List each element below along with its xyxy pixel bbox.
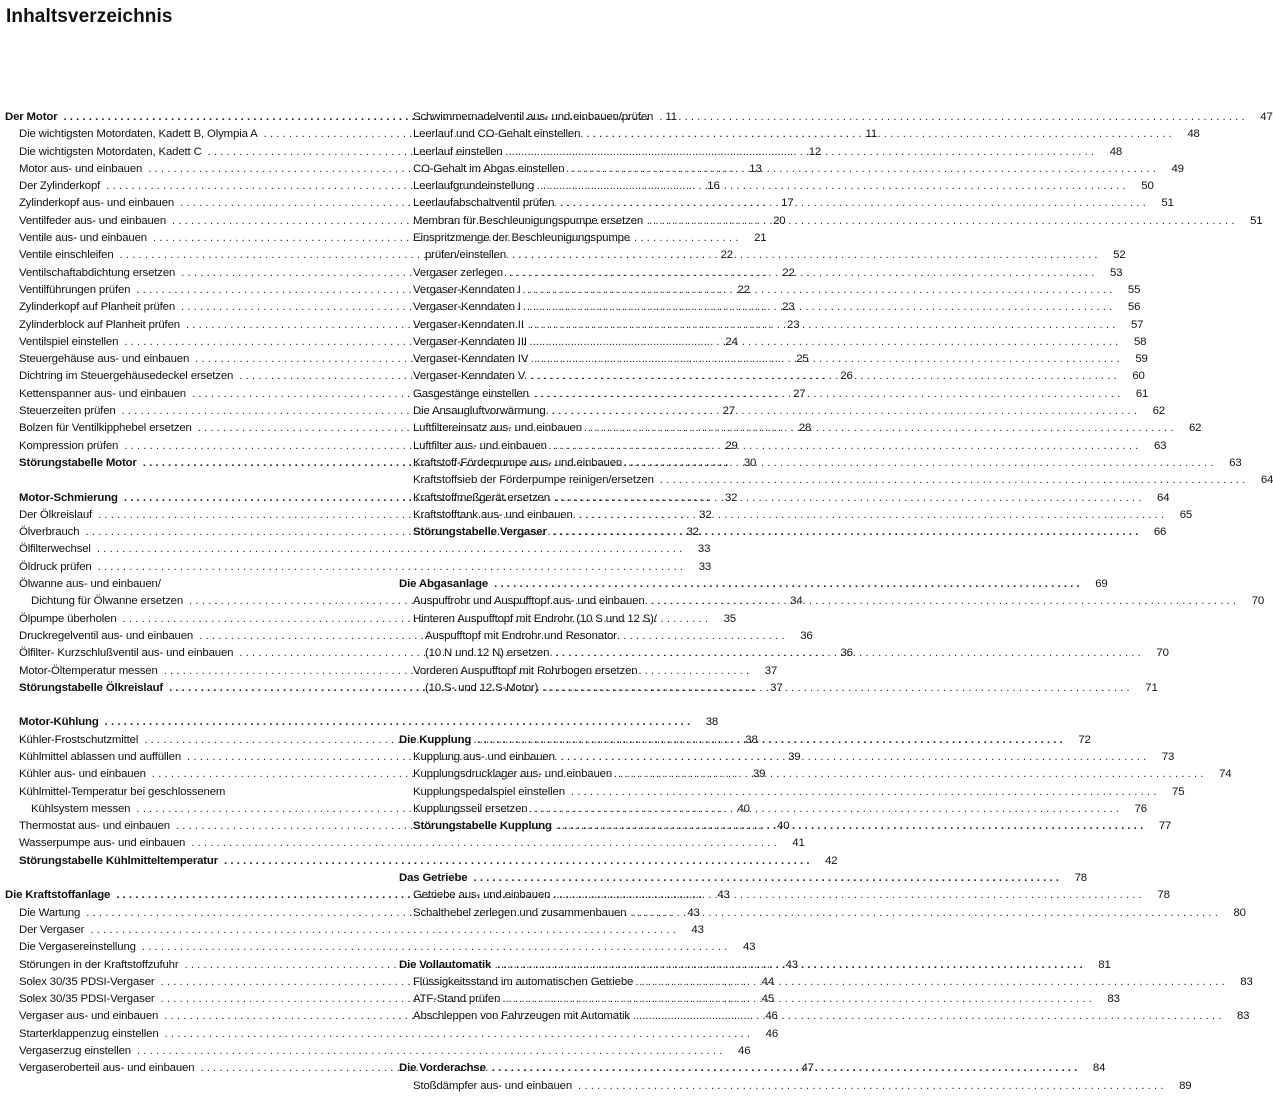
toc-page-number: 11 <box>665 111 677 123</box>
toc-entry[interactable] <box>399 247 1126 264</box>
dot-leader <box>473 870 1058 887</box>
toc-page-number: 71 <box>1145 681 1158 694</box>
dot-leader <box>533 801 1118 818</box>
toc-page-number: 22 <box>782 266 795 279</box>
dot-leader <box>509 144 1094 161</box>
toc-entry-title: Die Vorderachse <box>399 1062 486 1075</box>
dot-leader <box>527 282 1112 299</box>
toc-page-number: 62 <box>1152 405 1165 418</box>
dot-leader <box>618 766 1203 783</box>
dot-leader <box>540 178 1125 195</box>
dot-leader <box>558 818 1143 835</box>
dot-leader <box>509 265 1094 282</box>
toc-entry-title: Solex 30/35 PDSI-Vergaser <box>19 993 155 1006</box>
section-spacer <box>5 870 365 887</box>
dot-leader <box>578 1078 1163 1095</box>
toc-entry-title: Störungen in der Kraftstoffzufuhr <box>19 958 179 971</box>
toc-page-number: 39 <box>788 750 801 763</box>
toc-page-number: 35 <box>723 612 736 625</box>
toc-entry-title: Dichtring im Steuergehäusedeckel ersetzen <box>19 370 234 383</box>
toc-entry-title: Störungstabelle Kupplung <box>413 820 552 833</box>
toc-entry-title: Ölverbrauch <box>19 526 80 539</box>
toc-entry-title: Vergaseroberteil aus- und einbauen <box>19 1062 195 1075</box>
toc-page-number: 37 <box>770 681 783 694</box>
toc-entry-title: Ventile einschleifen <box>19 249 114 262</box>
dot-leader <box>571 784 1156 801</box>
toc-entry-title: Solex 30/35 PDSI-Vergaser <box>19 975 155 988</box>
toc-entry-title: Gasgestänge einstellen <box>413 387 529 400</box>
dot-leader <box>660 472 1245 489</box>
toc-entry-title: Einspritzmenge der Beschleunigungspumpe <box>413 232 631 245</box>
toc-entry-title: Der Motor <box>5 111 58 123</box>
toc-page-number: 51 <box>1161 197 1174 210</box>
toc-page-number: 70 <box>1251 595 1265 608</box>
dot-leader <box>506 991 1091 1008</box>
toc-page-number: 48 <box>1109 145 1123 158</box>
dot-leader <box>649 213 1234 230</box>
toc-entry[interactable] <box>399 455 1242 472</box>
toc-entry-title: Zylinderblock auf Planheit prüfen <box>19 318 180 331</box>
toc-page-number: 28 <box>798 422 812 435</box>
toc-page-number: 25 <box>796 353 809 366</box>
toc-entry[interactable] <box>399 507 1193 524</box>
toc-entry-title: Ölfilterwechsel <box>19 543 91 556</box>
section-spacer <box>399 697 762 732</box>
toc-page-number: 58 <box>1133 335 1147 348</box>
toc-page-number: 43 <box>742 941 756 954</box>
toc-page-number: 83 <box>1240 975 1253 988</box>
toc-entry-title: Kupplungsseil ersetzen <box>413 802 528 815</box>
toc-page-number: 46 <box>738 1045 751 1058</box>
toc-entry-title: Die Vollautomatik <box>399 958 492 971</box>
toc-entry-title: Ventilführungen prüfen <box>19 283 131 296</box>
toc-entry-title: Vergaser-Kenndaten II <box>413 318 524 331</box>
toc-entry[interactable] <box>399 628 762 645</box>
toc-entry[interactable] <box>399 905 1246 922</box>
toc-page-number: 20 <box>773 214 786 227</box>
toc-page-number: 32 <box>686 526 699 539</box>
toc-chapter-heading[interactable] <box>399 732 1091 749</box>
toc-page-number: 62 <box>1189 422 1202 435</box>
dot-leader <box>544 680 1129 697</box>
toc-page-number: 50 <box>1141 180 1154 193</box>
toc-entry[interactable] <box>399 784 1185 801</box>
toc-entry-title: Ölfilter- Kurzschlußventil aus- und einbauen <box>19 647 234 660</box>
toc-entry-title: Steuergehäuse aus- und einbauen <box>19 353 190 366</box>
toc-page-number: 13 <box>749 162 762 175</box>
section-spacer <box>5 697 365 714</box>
toc-entry-title: Ventilfeder aus- und einbauen <box>19 214 167 227</box>
toc-entry-title: Steuerzeiten prüfen <box>19 405 116 418</box>
toc-entry[interactable] <box>399 334 1147 351</box>
toc-entry-title: Leerlaufabschaltventil prüfen <box>413 197 555 210</box>
toc-entry[interactable] <box>399 403 1165 420</box>
toc-entry-title: Vorderen Auspufftopf mit Rohrbogen ersetzen <box>413 664 638 677</box>
toc-page-number: 22 <box>737 283 750 296</box>
toc-page-number: 48 <box>1187 128 1200 141</box>
toc-entry-title: Die wichtigsten Motordaten, Kadett B, Olympia A <box>19 128 258 141</box>
section-spacer <box>399 1026 762 1061</box>
page-title: Inhaltsverzeichnis <box>6 6 173 27</box>
toc-entry-title: Vergaser aus- und einbauen <box>19 1010 159 1023</box>
toc-page-number: 33 <box>698 560 712 573</box>
toc-page-number: 73 <box>1161 750 1175 763</box>
dot-leader <box>639 974 1224 991</box>
toc-page-number: 84 <box>1092 1062 1106 1075</box>
dot-leader <box>533 334 1118 351</box>
toc-entry-title: Ventile aus- und einbauen <box>19 232 147 245</box>
toc-entry-title: (10 N und 12 N) ersetzen <box>425 647 550 660</box>
toc-page-number: 36 <box>800 629 813 642</box>
toc-page-number: 66 <box>1153 526 1167 539</box>
toc-entry[interactable] <box>399 230 762 247</box>
toc-entry-title: Getriebe aus- und einbauen <box>413 889 551 902</box>
toc-page-number: 47 <box>1260 111 1273 123</box>
toc-entry-title: Kraftstoffmeßgerät ersetzen <box>413 491 550 504</box>
toc-entry-title: Kühler-Frostschutzmittel <box>19 733 139 746</box>
dot-leader <box>586 126 1171 143</box>
section-spacer <box>399 541 762 576</box>
toc-page-number: 43 <box>691 923 704 936</box>
toc-page-number: 80 <box>1233 906 1246 919</box>
toc-entry[interactable] <box>399 438 1167 455</box>
dot-leader <box>556 490 1141 507</box>
toc-page-number: 89 <box>1179 1079 1192 1092</box>
toc-page-number: 46 <box>765 1010 778 1023</box>
toc-entry-title: Leerlauf einstellen <box>413 145 503 158</box>
toc-entry-title: Motor aus- und einbauen <box>19 162 143 175</box>
toc-page-number: 40 <box>777 820 790 833</box>
toc-entry-title: Die Kraftstoffanlage <box>5 889 111 902</box>
toc-entry-title: Bolzen für Ventilkipphebel ersetzen <box>19 422 192 435</box>
toc-entry-title: Kraftstoffsieb der Förderpumpe reinigen/ersetzen <box>413 474 654 487</box>
dot-leader <box>651 593 1236 610</box>
toc-page-number: 52 <box>1113 249 1126 262</box>
toc-entry-title: Zylinderkopf auf Planheit prüfen <box>19 301 176 314</box>
toc-page-number: 39 <box>752 768 766 781</box>
dot-leader <box>659 109 1244 126</box>
toc-entry-title: Thermostat aus- und einbauen <box>19 820 170 833</box>
toc-entry[interactable] <box>399 766 1232 783</box>
toc-entry-title: Die Ansaugluftvorwärmung <box>413 405 546 418</box>
dot-leader <box>534 351 1119 368</box>
toc-entry-title: Störungstabelle Vergaser <box>413 526 547 539</box>
toc-page-number: 38 <box>745 733 758 746</box>
dot-leader <box>561 749 1146 766</box>
toc-page-number: 61 <box>1135 387 1149 400</box>
toc-entry-title: Die Kupplung <box>399 733 472 746</box>
toc-section-heading[interactable] <box>5 853 838 870</box>
toc-entry-title: Der Ölkreislauf <box>19 508 93 521</box>
toc-entry-title: Ölpumpe überholen <box>19 612 117 625</box>
toc-page-number: 70 <box>1156 647 1169 660</box>
toc-entry-title: Druckregelventil aus- und einbauen <box>19 629 194 642</box>
toc-entry-title: CO-Gehalt im Abgas einstellen <box>413 162 565 175</box>
toc-entry-title: Schwimmernadelventil aus- und einbauen/prüfen <box>413 111 654 123</box>
toc-page-number: 23 <box>782 301 795 314</box>
toc-page-number: 53 <box>1110 266 1123 279</box>
toc-page-number: 44 <box>761 975 775 988</box>
toc-entry[interactable] <box>399 663 762 680</box>
toc-entry-title: Störungstabelle Motor <box>19 456 137 469</box>
toc-page-number: 30 <box>743 456 757 469</box>
toc-page-number: 34 <box>790 595 803 608</box>
toc-entry-title: Ventilschaftabdichtung ersetzen <box>19 266 176 279</box>
toc-entry[interactable] <box>399 178 1154 195</box>
toc-chapter-heading[interactable] <box>399 870 1087 887</box>
toc-entry-title: Kettenspanner aus- und einbauen <box>19 387 186 400</box>
toc-section-heading[interactable] <box>5 714 719 731</box>
toc-entry-title: Kupplungsdrucklager aus- und einbauen <box>413 768 612 781</box>
dot-leader <box>552 403 1137 420</box>
toc-entry-title: Motor-Kühlung <box>19 716 99 729</box>
toc-entry[interactable] <box>5 541 711 558</box>
toc-entry[interactable] <box>399 109 1273 126</box>
toc-page-number: 49 <box>1171 162 1184 175</box>
toc-entry[interactable] <box>5 1026 779 1043</box>
toc-page-number: 33 <box>697 543 711 556</box>
dot-leader <box>553 524 1138 541</box>
toc-page-number: 55 <box>1127 283 1141 296</box>
dot-leader <box>492 1060 1077 1077</box>
toc-page-number: 38 <box>705 716 719 729</box>
toc-entry-title: Öldruck prüfen <box>19 560 92 573</box>
dot-leader <box>628 455 1213 472</box>
toc-page-number: 57 <box>1130 318 1144 331</box>
toc-page-number: 43 <box>785 958 798 971</box>
toc-page-number: 64 <box>1157 491 1170 504</box>
toc-entry-title: Kraftstofftank aus- und einbauen <box>413 508 573 521</box>
dot-leader <box>588 420 1173 437</box>
toc-page-number: 56 <box>1127 301 1141 314</box>
dot-leader <box>527 299 1112 316</box>
toc-entry-title: Störungstabelle Kühlmitteltemperatur <box>19 854 219 867</box>
toc-entry-title: Starterklappenzug einstellen <box>19 1027 159 1040</box>
toc-entry-title: Leerlaufgrundeinstellung <box>413 180 535 193</box>
toc-entry-title: Wasserpumpe aus- und einbauen <box>19 837 186 850</box>
toc-page-number: 41 <box>792 837 805 850</box>
dot-leader <box>512 247 1097 264</box>
toc-entry[interactable] <box>399 161 1184 178</box>
section-spacer <box>399 835 762 870</box>
section-spacer <box>399 922 762 957</box>
toc-page-number: 81 <box>1098 958 1111 971</box>
toc-page-number: 22 <box>720 249 733 262</box>
toc-entry-title: Luftfilter aus- und einbauen <box>413 439 547 452</box>
toc-entry-title: Vergaser zerlegen <box>413 266 503 279</box>
toc-entry-title: Die Abgasanlage <box>399 578 489 591</box>
toc-page-number: 40 <box>737 802 750 815</box>
toc-entry-title: Vergaser-Kenndaten III <box>413 335 527 348</box>
toc-entry-title: Vergaser-Kenndaten I <box>413 301 521 314</box>
toc-entry-title: Vergaser-Kenndaten V <box>413 370 526 383</box>
toc-entry-title: Auspufftopf mit Endrohr und Resonator <box>425 629 617 642</box>
toc-entry-title: Dichtung für Ölwanne ersetzen <box>31 595 184 608</box>
toc-page-number: 32 <box>699 508 712 521</box>
toc-entry-title: Kühlmittel-Temperatur bei geschlossenem <box>19 785 226 798</box>
dot-leader <box>531 368 1116 385</box>
toc-entry-title: Membran für Beschleunigungspumpe ersetzen <box>413 214 644 227</box>
toc-page-number: 43 <box>717 889 730 902</box>
toc-entry-title: Ölwanne aus- und einbauen/ <box>19 578 161 591</box>
toc-page-number: 51 <box>1250 214 1263 227</box>
toc-entry-title: Vergaserzug einstellen <box>19 1045 131 1058</box>
dot-leader <box>636 1008 1221 1025</box>
toc-entry-title: Der Zylinderkopf <box>19 180 101 193</box>
toc-entry[interactable] <box>399 472 1273 489</box>
toc-entry[interactable] <box>399 1078 1192 1095</box>
toc-page-number: 75 <box>1172 785 1185 798</box>
toc-page-number: 83 <box>1236 1010 1250 1023</box>
toc-page-number: 45 <box>761 993 775 1006</box>
toc-entry-title: Kompression prüfen <box>19 439 119 452</box>
toc-entry[interactable] <box>399 490 1170 507</box>
toc-entry-title: ATF-Stand prüfen <box>413 993 501 1006</box>
dot-leader <box>555 645 1140 662</box>
toc-entry-title: Zylinderkopf aus- und einbauen <box>19 197 175 210</box>
toc-entry[interactable] <box>399 282 1141 299</box>
toc-entry-title: Störungstabelle Ölkreislauf <box>19 681 164 694</box>
toc-entry-title: Stoßdämpfer aus- und einbauen <box>413 1079 573 1092</box>
toc-page-number: 11 <box>865 128 878 141</box>
toc-page-number: 78 <box>1074 872 1087 885</box>
toc-entry-title: Motor-Schmierung <box>19 491 118 504</box>
toc-page-number: 69 <box>1095 578 1108 591</box>
toc-entry[interactable] <box>5 922 704 939</box>
toc-page-number: 60 <box>1132 370 1145 383</box>
toc-entry[interactable] <box>399 801 1147 818</box>
toc-page-number: 26 <box>840 370 853 383</box>
toc-page-number: 37 <box>764 664 778 677</box>
toc-entry-title: Luftfiltereinsatz aus- und einbauen <box>413 422 582 435</box>
section-spacer <box>5 472 365 489</box>
toc-entry-title: Kraftstoff-Förderpumpe aus- und einbauen <box>413 456 623 469</box>
toc-entry-title: prüfen/einstellen <box>425 249 507 262</box>
toc-entry-title: Hinteren Auspufftopf mit Endrohr (10 S und 12 S)/ <box>413 612 657 625</box>
toc-page-number: 42 <box>825 854 838 867</box>
toc-page-number: 78 <box>1157 889 1170 902</box>
toc-entry[interactable] <box>5 835 805 852</box>
toc-entry-title: Auspuffrohr und Auspufftopf aus- und einbauen <box>413 595 645 608</box>
toc-section-heading[interactable] <box>399 524 1167 541</box>
toc-page-number: 32 <box>724 491 738 504</box>
dot-leader <box>494 576 1079 593</box>
toc-entry-title: (10 S- und 12 S-Motor) <box>425 681 539 694</box>
dot-leader <box>553 438 1138 455</box>
toc-page-number: 24 <box>725 335 738 348</box>
dot-leader <box>535 386 1120 403</box>
toc-entry-title: Vergaser-Kenndaten IV <box>413 353 529 366</box>
toc-entry-title: Ventilspiel einstellen <box>19 335 119 348</box>
toc-page-number: 72 <box>1078 733 1091 746</box>
toc-entry-title: Leerlauf und CO-Gehalt einstellen <box>413 128 581 141</box>
toc-page-number: 47 <box>801 1062 814 1075</box>
toc-entry[interactable] <box>5 784 365 801</box>
toc-entry-title: Vergaser-Kenndaten I <box>413 283 521 296</box>
toc-page-number: 77 <box>1158 820 1172 833</box>
dot-leader <box>556 887 1141 904</box>
toc-entry-title: Das Getriebe <box>399 872 468 885</box>
toc-page-number: 21 <box>754 232 767 245</box>
dot-leader <box>477 732 1062 749</box>
toc-page-number: 17 <box>781 197 794 210</box>
toc-entry[interactable] <box>399 887 1170 904</box>
toc-entry[interactable] <box>5 576 365 593</box>
toc-page-number: 27 <box>793 387 806 400</box>
toc-entry[interactable] <box>399 611 762 628</box>
toc-page-number: 65 <box>1179 508 1193 521</box>
toc-entry-title: Kühlmittel ablassen und auffüllen <box>19 750 182 763</box>
dot-leader <box>530 317 1115 334</box>
toc-entry[interactable] <box>5 1043 751 1060</box>
toc-page-number: 27 <box>722 405 736 418</box>
toc-page-number: 64 <box>1260 474 1273 487</box>
toc-entry-title: Der Vergaser <box>19 923 85 936</box>
toc-entry[interactable] <box>5 939 756 956</box>
dot-leader <box>570 161 1155 178</box>
toc-entry-title: Schalthebel zerlegen und zusammenbauen <box>413 906 627 919</box>
toc-entry-title: Abschleppen von Fahrzeugen mit Automatik <box>413 1010 630 1023</box>
toc-entry-title: Die wichtigsten Motordaten, Kadett C <box>19 145 202 158</box>
toc-entry-title: Die Vergasereinstellung <box>19 941 136 954</box>
toc-page-number: 46 <box>765 1027 779 1040</box>
toc-page-number: 36 <box>840 647 853 660</box>
toc-page-number: 23 <box>787 318 800 331</box>
toc-entry-title: Die Wartung <box>19 906 81 919</box>
toc-entry-title: Kühlsystem messen <box>31 802 131 815</box>
toc-entry-title: Kühler aus- und einbauen <box>19 768 146 781</box>
toc-page-number: 12 <box>808 145 822 158</box>
toc-page-number: 76 <box>1134 802 1147 815</box>
toc-entry-title: Kupplung aus- und einbauen <box>413 750 555 763</box>
toc-entry[interactable] <box>5 559 712 576</box>
toc-page-number: 74 <box>1219 768 1232 781</box>
toc-page-number: 83 <box>1107 993 1120 1006</box>
toc-page-number: 63 <box>1153 439 1167 452</box>
toc-page-number: 63 <box>1229 456 1242 469</box>
toc-page-number: 43 <box>687 906 700 919</box>
toc-entry-title: Flüssigkeitsstand im automatischen Getriebe <box>413 975 634 988</box>
toc-chapter-heading[interactable] <box>399 576 1108 593</box>
toc-page-number: 59 <box>1135 353 1148 366</box>
dot-leader <box>497 957 1082 974</box>
dot-leader <box>560 195 1145 212</box>
toc-entry-title: Kupplungspedalspiel einstellen <box>413 785 565 798</box>
toc-entry-title: Motor-Öltemperatur messen <box>19 664 158 677</box>
toc-page-number: 29 <box>725 439 738 452</box>
dot-leader <box>632 905 1217 922</box>
dot-leader <box>579 507 1164 524</box>
toc-page-number: 16 <box>707 180 720 193</box>
